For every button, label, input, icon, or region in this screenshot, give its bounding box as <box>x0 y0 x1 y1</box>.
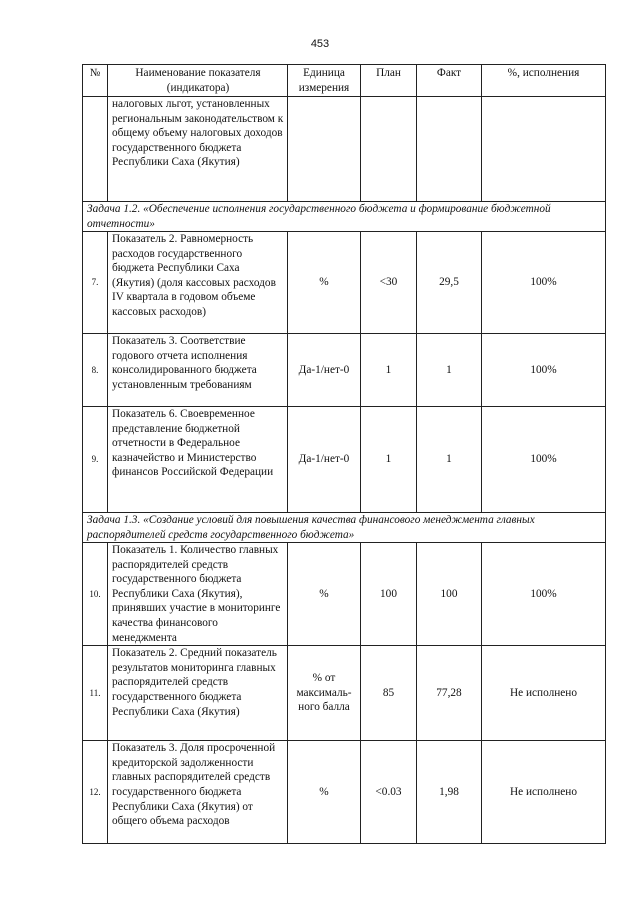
row-num: 7. <box>83 232 108 334</box>
header-percent: %, исполнения <box>482 65 606 97</box>
task-1-3-title: Задача 1.3. «Создание условий для повышения качества финансового менеджмента главных распорядителей средств государственного бюджета» <box>83 513 606 543</box>
row-fact: 77,28 <box>417 646 482 741</box>
table-row <box>83 646 606 741</box>
row-percent: Не исполнено <box>482 741 606 844</box>
indicators-table <box>82 64 606 844</box>
row-name: Показатель 3. Соответствие годового отчета исполнения консолидированного бюджета установленным требованиям <box>108 334 288 407</box>
row-name: Показатель 2. Равномерность расходов государственного бюджета Республики Саха (Якутия) (доля кассовых расходов IV квартала в годовом объеме кассовых расходов) <box>108 232 288 334</box>
header-num: № <box>83 65 108 97</box>
header-plan: План <box>361 65 417 97</box>
row-num: 8. <box>83 334 108 407</box>
row-unit: Да-1/нет-0 <box>288 407 361 513</box>
row-num: 11. <box>83 646 108 741</box>
row-fact: 1 <box>417 407 482 513</box>
cell-empty <box>361 97 417 202</box>
row-unit: % <box>288 543 361 646</box>
row-fact: 29,5 <box>417 232 482 334</box>
row-fact: 100 <box>417 543 482 646</box>
table-header-row <box>83 65 606 97</box>
row-num: 12. <box>83 741 108 844</box>
header-unit: Единица измерения <box>288 65 361 97</box>
row-name: Показатель 1. Количество главных распорядителей средств государственного бюджета Республики Саха (Якутия), принявших участие в мониторинге качества финансового менеджмента <box>108 543 288 646</box>
table-row <box>83 543 606 646</box>
row-percent: 100% <box>482 334 606 407</box>
row-plan: 100 <box>361 543 417 646</box>
cell-empty <box>83 97 108 202</box>
row-plan: 1 <box>361 334 417 407</box>
header-fact: Факт <box>417 65 482 97</box>
page-number: 453 <box>310 38 330 50</box>
continuation-text: налоговых льгот, установленных региональным законодательством к общему объему налоговых доходов государственного бюджета Республики Саха (Якутия) <box>108 97 288 202</box>
row-unit: % <box>288 232 361 334</box>
row-percent: 100% <box>482 407 606 513</box>
cell-empty <box>482 97 606 202</box>
cell-empty <box>417 97 482 202</box>
row-plan: <30 <box>361 232 417 334</box>
task-row-1-3 <box>83 513 606 543</box>
table-row <box>83 232 606 334</box>
row-plan: 1 <box>361 407 417 513</box>
row-percent: 100% <box>482 232 606 334</box>
row-name: Показатель 3. Доля просроченной кредиторской задолженности главных распорядителей средств государственного бюджета Республики Саха (Якутия) от общего объема расходов <box>108 741 288 844</box>
cell-empty <box>288 97 361 202</box>
row-fact: 1,98 <box>417 741 482 844</box>
row-plan: 85 <box>361 646 417 741</box>
row-fact: 1 <box>417 334 482 407</box>
table-row <box>83 334 606 407</box>
row-name: Показатель 6. Своевременное представление бюджетной отчетности в Федеральное казначейство и Министерство финансов Российской Федерации <box>108 407 288 513</box>
row-unit: % от максималь-ного балла <box>288 646 361 741</box>
row-unit: % <box>288 741 361 844</box>
row-plan: <0.03 <box>361 741 417 844</box>
task-row-1-2 <box>83 202 606 232</box>
row-name: Показатель 2. Средний показатель результатов мониторинга главных распорядителей средств государственного бюджета Республики Саха (Якутия) <box>108 646 288 741</box>
row-num: 10. <box>83 543 108 646</box>
task-1-2-title: Задача 1.2. «Обеспечение исполнения государственного бюджета и формирование бюджетной отчетности» <box>83 202 606 232</box>
table-row <box>83 407 606 513</box>
header-name: Наименование показателя (индикатора) <box>108 65 288 97</box>
row-percent: 100% <box>482 543 606 646</box>
row-num: 9. <box>83 407 108 513</box>
row-unit: Да-1/нет-0 <box>288 334 361 407</box>
continuation-row <box>83 97 606 202</box>
row-percent: Не исполнено <box>482 646 606 741</box>
table-row <box>83 741 606 844</box>
